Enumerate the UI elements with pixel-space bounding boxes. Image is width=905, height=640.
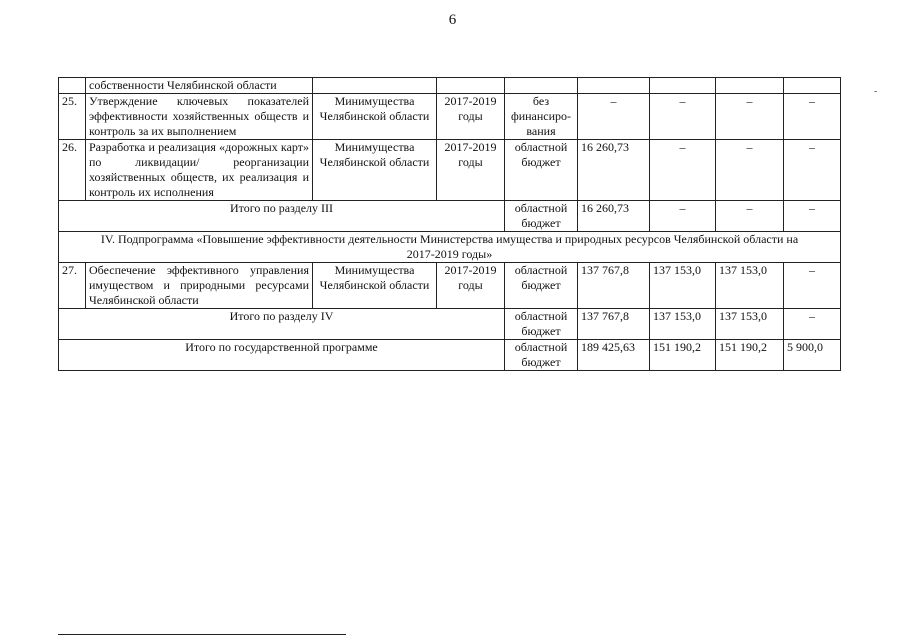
year-2018: –	[716, 94, 784, 140]
year-2017: –	[650, 140, 716, 201]
period: 2017-2019 годы	[437, 140, 505, 201]
year-2018: 137 153,0	[716, 263, 784, 309]
period: 2017-2019 годы	[437, 94, 505, 140]
year-2018: 137 153,0	[716, 309, 784, 340]
year-2017: –	[650, 201, 716, 232]
funding-source: без финансиро-вания	[505, 94, 578, 140]
total: –	[578, 94, 650, 140]
section-total-label: Итого по разделу III	[59, 201, 505, 232]
row-number: 26.	[59, 140, 86, 201]
year-2019: 5 900,0	[784, 340, 841, 371]
total	[578, 78, 650, 94]
funding-source: областной бюджет	[505, 309, 578, 340]
funding-source: областной бюджет	[505, 140, 578, 201]
executor	[313, 78, 437, 94]
period: 2017-2019 годы	[437, 263, 505, 309]
corner-mark: -	[874, 86, 878, 97]
funding-source: областной бюджет	[505, 263, 578, 309]
year-2017: –	[650, 94, 716, 140]
year-2017	[650, 78, 716, 94]
total: 16 260,73	[578, 201, 650, 232]
year-2018	[716, 78, 784, 94]
section-total-label: Итого по разделу IV	[59, 309, 505, 340]
funding-source	[505, 78, 578, 94]
page-number: 6	[448, 12, 457, 28]
row-number	[59, 78, 86, 94]
year-2018: 151 190,2	[716, 340, 784, 371]
program-total-label: Итого по государственной программе	[59, 340, 505, 371]
total: 137 767,8	[578, 263, 650, 309]
year-2018: –	[716, 201, 784, 232]
year-2019: –	[784, 263, 841, 309]
total: 16 260,73	[578, 140, 650, 201]
year-2019: –	[784, 94, 841, 140]
footnote-rule	[58, 634, 346, 635]
total: 137 767,8	[578, 309, 650, 340]
executor: Минимущества Челябинской области	[313, 94, 437, 140]
subprogram-title: IV. Подпрограмма «Повышение эффективности деятельности Министерства имущества и природных ресурсов Челябинской области на 2017-2019 годы»	[59, 232, 841, 263]
row-number: 25.	[59, 94, 86, 140]
year-2019: –	[784, 201, 841, 232]
section-3-total-row	[59, 201, 841, 232]
year-2017: 137 153,0	[650, 263, 716, 309]
program-total-row	[59, 340, 841, 371]
executor: Минимущества Челябинской области	[313, 140, 437, 201]
row-number: 27.	[59, 263, 86, 309]
year-2017: 151 190,2	[650, 340, 716, 371]
activity-name: Утверждение ключевых показателей эффективности хозяйственных обществ и контроль за их выполнением	[86, 94, 313, 140]
program-table	[58, 77, 841, 371]
executor: Минимущества Челябинской области	[313, 263, 437, 309]
year-2019	[784, 78, 841, 94]
period	[437, 78, 505, 94]
year-2017: 137 153,0	[650, 309, 716, 340]
section-4-total-row	[59, 309, 841, 340]
year-2018: –	[716, 140, 784, 201]
table-row-continuation	[59, 78, 841, 94]
total: 189 425,63	[578, 340, 650, 371]
funding-source: областной бюджет	[505, 340, 578, 371]
funding-source: областной бюджет	[505, 201, 578, 232]
section-4-header-row	[59, 232, 841, 263]
activity-name: Обеспечение эффективного управления имуществом и природными ресурсами Челябинской области	[86, 263, 313, 309]
table-row-27	[59, 263, 841, 309]
year-2019: –	[784, 140, 841, 201]
table-row-26	[59, 140, 841, 201]
year-2019: –	[784, 309, 841, 340]
table-row-25	[59, 94, 841, 140]
activity-name: Разработка и реализация «дорожных карт» по ликвидации/ реорганизации хозяйственных обществ, их реализация и контроль их исполнения	[86, 140, 313, 201]
activity-name: собственности Челябинской области	[86, 78, 313, 94]
